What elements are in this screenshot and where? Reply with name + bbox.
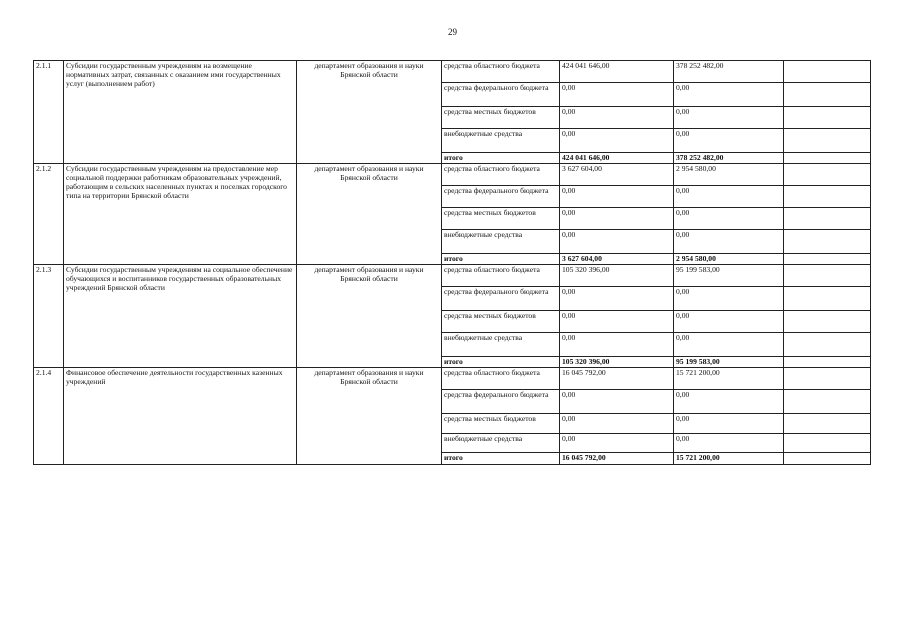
amount-value: 0,00 bbox=[674, 311, 784, 333]
amount-value: 15 721 200,00 bbox=[674, 368, 784, 390]
empty-cell bbox=[784, 107, 871, 129]
funding-source: внебюджетные средства bbox=[442, 230, 560, 254]
amount-value: 2 954 580,00 bbox=[674, 254, 784, 265]
table-row bbox=[34, 61, 871, 83]
empty-cell bbox=[784, 265, 871, 287]
empty-cell bbox=[784, 434, 871, 453]
empty-cell bbox=[784, 129, 871, 153]
empty-cell bbox=[784, 287, 871, 311]
amount-value: 0,00 bbox=[560, 414, 674, 434]
amount-value: 0,00 bbox=[674, 129, 784, 153]
amount-value: 0,00 bbox=[674, 414, 784, 434]
funding-source: итого bbox=[442, 254, 560, 265]
funding-source: внебюджетные средства bbox=[442, 434, 560, 453]
amount-value: 0,00 bbox=[560, 107, 674, 129]
amount-value: 0,00 bbox=[560, 186, 674, 208]
empty-cell bbox=[784, 61, 871, 83]
amount-value: 0,00 bbox=[560, 208, 674, 230]
empty-cell bbox=[784, 254, 871, 265]
amount-value: 0,00 bbox=[560, 83, 674, 107]
amount-value: 0,00 bbox=[674, 390, 784, 414]
item-department: департамент образования и науки Брянской области bbox=[297, 265, 442, 368]
budget-table-body bbox=[34, 61, 871, 465]
amount-value: 15 721 200,00 bbox=[674, 453, 784, 465]
amount-value: 3 627 604,00 bbox=[560, 254, 674, 265]
item-code: 2.1.4 bbox=[34, 368, 64, 465]
item-department: департамент образования и науки Брянской области bbox=[297, 164, 442, 265]
funding-source: внебюджетные средства bbox=[442, 129, 560, 153]
amount-value: 16 045 792,00 bbox=[560, 368, 674, 390]
funding-source: средства федерального бюджета bbox=[442, 83, 560, 107]
page-number: 29 bbox=[448, 27, 457, 37]
amount-value: 0,00 bbox=[674, 434, 784, 453]
amount-value: 0,00 bbox=[674, 107, 784, 129]
item-department: департамент образования и науки Брянской области bbox=[297, 61, 442, 164]
amount-value: 105 320 396,00 bbox=[560, 265, 674, 287]
amount-value: 95 199 583,00 bbox=[674, 265, 784, 287]
funding-source: внебюджетные средства bbox=[442, 333, 560, 357]
amount-value: 0,00 bbox=[674, 230, 784, 254]
amount-value: 0,00 bbox=[560, 390, 674, 414]
funding-source: средства местных бюджетов bbox=[442, 208, 560, 230]
amount-value: 424 041 646,00 bbox=[560, 153, 674, 164]
amount-value: 378 252 482,00 bbox=[674, 61, 784, 83]
item-name: Субсидии государственным учреждениям на социальное обеспечение обучающихся и воспитанников государственных образовательных учреждений Брянской области bbox=[64, 265, 297, 368]
amount-value: 0,00 bbox=[560, 434, 674, 453]
budget-table bbox=[33, 60, 871, 465]
table-row bbox=[34, 265, 871, 287]
empty-cell bbox=[784, 153, 871, 164]
amount-value: 378 252 482,00 bbox=[674, 153, 784, 164]
funding-source: итого bbox=[442, 153, 560, 164]
funding-source: средства местных бюджетов bbox=[442, 107, 560, 129]
funding-source: средства областного бюджета bbox=[442, 164, 560, 186]
amount-value: 2 954 580,00 bbox=[674, 164, 784, 186]
amount-value: 3 627 604,00 bbox=[560, 164, 674, 186]
amount-value: 424 041 646,00 bbox=[560, 61, 674, 83]
funding-source: средства областного бюджета bbox=[442, 368, 560, 390]
empty-cell bbox=[784, 390, 871, 414]
item-name: Субсидии государственным учреждениям на возмещение нормативных затрат, связанных с оказанием ими государственных услуг (выполнением работ) bbox=[64, 61, 297, 164]
funding-source: средства местных бюджетов bbox=[442, 414, 560, 434]
item-name: Субсидии государственным учреждениям на предоставление мер социальной поддержки работникам образовательных учреждений, работающим в сельских населенных пунктах и поселках городского типа на территории Брянской области bbox=[64, 164, 297, 265]
funding-source: средства областного бюджета bbox=[442, 265, 560, 287]
funding-source: средства областного бюджета bbox=[442, 61, 560, 83]
amount-value: 0,00 bbox=[560, 230, 674, 254]
amount-value: 0,00 bbox=[560, 311, 674, 333]
empty-cell bbox=[784, 414, 871, 434]
empty-cell bbox=[784, 333, 871, 357]
amount-value: 0,00 bbox=[560, 129, 674, 153]
amount-value: 0,00 bbox=[674, 83, 784, 107]
amount-value: 0,00 bbox=[674, 333, 784, 357]
item-code: 2.1.3 bbox=[34, 265, 64, 368]
item-code: 2.1.2 bbox=[34, 164, 64, 265]
empty-cell bbox=[784, 83, 871, 107]
empty-cell bbox=[784, 357, 871, 368]
empty-cell bbox=[784, 208, 871, 230]
empty-cell bbox=[784, 368, 871, 390]
item-code: 2.1.1 bbox=[34, 61, 64, 164]
item-name: Финансовое обеспечение деятельности государственных казенных учреждений bbox=[64, 368, 297, 465]
funding-source: средства федерального бюджета bbox=[442, 390, 560, 414]
empty-cell bbox=[784, 230, 871, 254]
amount-value: 95 199 583,00 bbox=[674, 357, 784, 368]
empty-cell bbox=[784, 186, 871, 208]
amount-value: 105 320 396,00 bbox=[560, 357, 674, 368]
funding-source: итого bbox=[442, 453, 560, 465]
item-department: департамент образования и науки Брянской области bbox=[297, 368, 442, 465]
amount-value: 16 045 792,00 bbox=[560, 453, 674, 465]
table-row bbox=[34, 368, 871, 390]
funding-source: средства местных бюджетов bbox=[442, 311, 560, 333]
empty-cell bbox=[784, 164, 871, 186]
funding-source: средства федерального бюджета bbox=[442, 186, 560, 208]
amount-value: 0,00 bbox=[674, 208, 784, 230]
funding-source: средства федерального бюджета bbox=[442, 287, 560, 311]
amount-value: 0,00 bbox=[560, 333, 674, 357]
empty-cell bbox=[784, 311, 871, 333]
amount-value: 0,00 bbox=[674, 287, 784, 311]
amount-value: 0,00 bbox=[674, 186, 784, 208]
amount-value: 0,00 bbox=[560, 287, 674, 311]
empty-cell bbox=[784, 453, 871, 465]
funding-source: итого bbox=[442, 357, 560, 368]
table-row bbox=[34, 164, 871, 186]
